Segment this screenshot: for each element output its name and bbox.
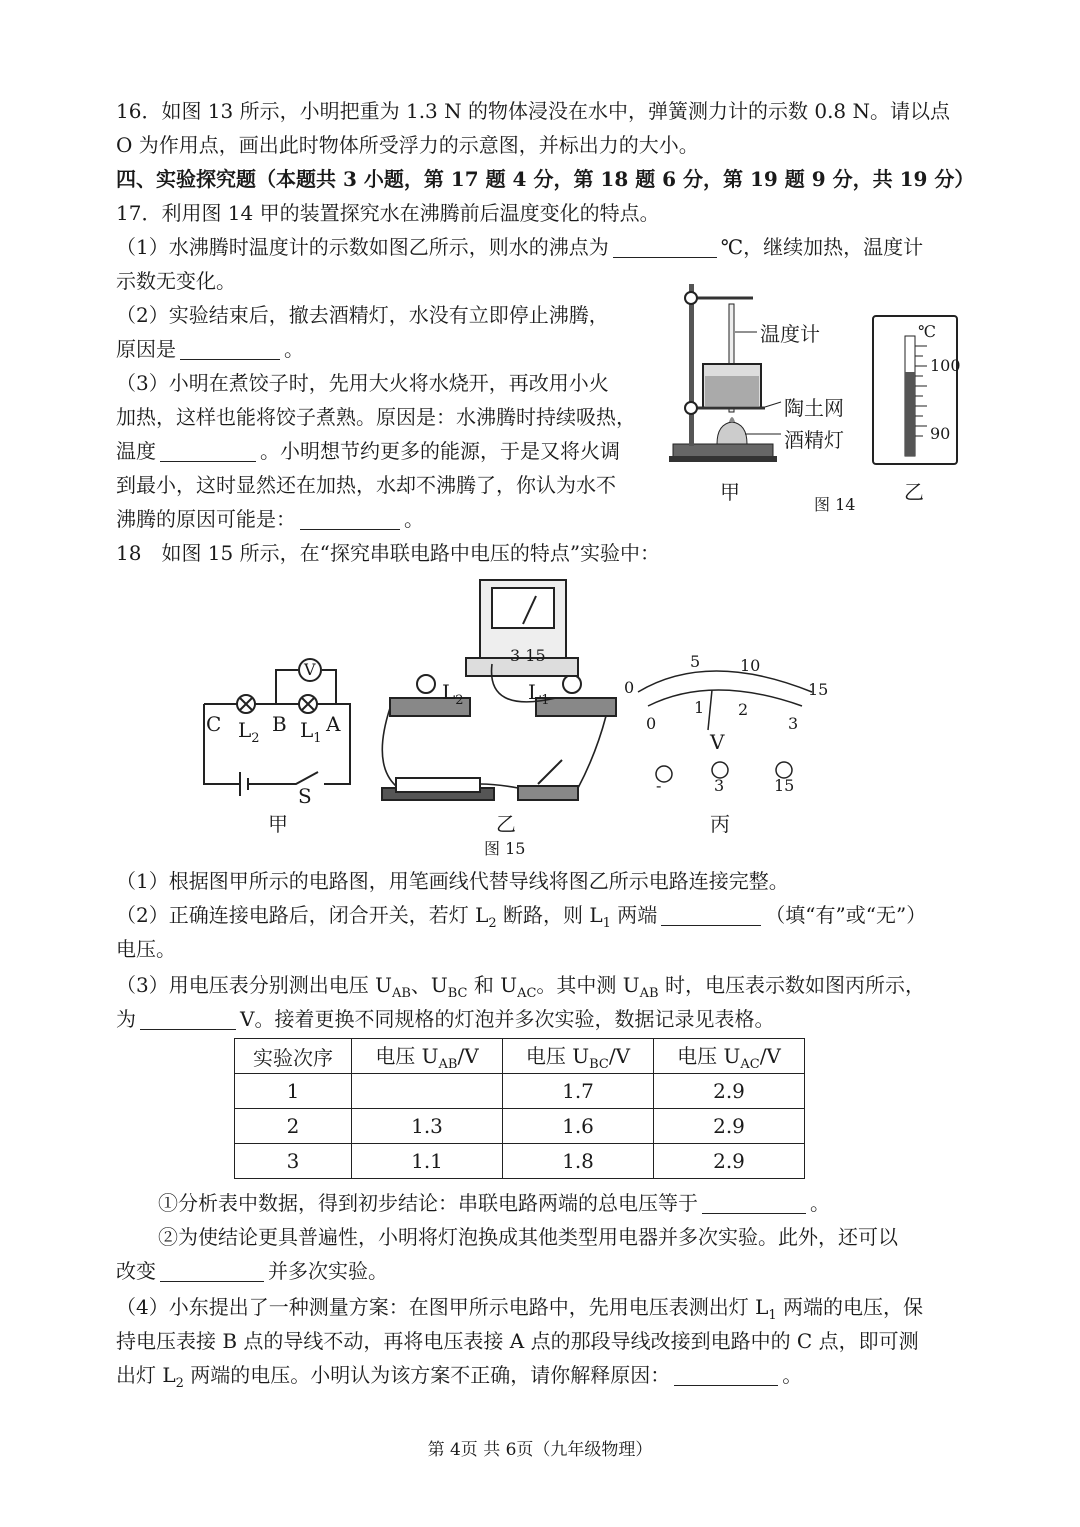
q17-p3-line1: （3）小明在煮饺子时，先用大火将水烧开，再改用小火: [116, 371, 609, 395]
q18-conclusion2-line2: 改变 并多次实验。: [116, 1259, 388, 1283]
scale-bottom-3: 3: [788, 714, 799, 733]
voltage-data-table: [234, 1038, 805, 1179]
terminal-15: 15: [774, 776, 795, 795]
answer-blank[interactable]: [674, 1363, 778, 1386]
q18-p3-line2: 为 V。接着更换不同规格的灯泡并多次实验，数据记录见表格。: [116, 1007, 775, 1031]
q17-intro: 17．利用图 14 甲的装置探究水在沸腾前后温度变化的特点。: [116, 201, 660, 225]
answer-blank[interactable]: [613, 235, 717, 258]
q17-p2-line2: 原因是 。: [116, 337, 304, 361]
scale-top-5: 5: [690, 652, 701, 671]
scale-top-10: 10: [740, 656, 761, 675]
table-cell: 1.1: [352, 1144, 503, 1179]
answer-blank[interactable]: [140, 1007, 236, 1030]
q18-conclusion1: ①分析表中数据，得到初步结论：串联电路两端的总电压等于 。: [158, 1191, 830, 1215]
answer-blank[interactable]: [661, 903, 761, 926]
table-header: 电压 $U_{BC}/V$: [503, 1039, 654, 1074]
q18-p4-line1: （4）小东提出了一种测量方案：在图甲所示电路中，先用电压表测出灯 $L_1$ 两端的电压，保: [116, 1295, 924, 1323]
table-cell: 2.9: [654, 1144, 805, 1179]
table-cell: 1: [235, 1074, 352, 1109]
table-cell: 1.6: [503, 1109, 654, 1144]
figure-15-circuit: [196, 574, 846, 814]
table-cell: 1.3: [352, 1109, 503, 1144]
fig15-label-jia: 甲: [268, 812, 288, 836]
tick-100: 100: [930, 356, 961, 375]
q17-p2-line1: （2）实验结束后，撤去酒精灯，水没有立即停止沸腾，: [116, 303, 609, 327]
table-row: [235, 1109, 805, 1144]
q17-p3-line2: 加热，这样也能将饺子煮熟。原因是：水沸腾时持续吸热，: [116, 405, 636, 429]
meter-v-label: V: [710, 730, 725, 754]
answer-blank[interactable]: [180, 337, 280, 360]
tick-90: 90: [930, 424, 951, 443]
q18-conclusion2-line1: ②为使结论更具普遍性，小明将灯泡换成其他类型用电器并多次实验。此外，还可以: [158, 1225, 898, 1249]
label-thermometer: 温度计: [760, 322, 820, 346]
label-gauze: 陶土网: [784, 396, 844, 420]
fig15-label-yi: 乙: [496, 812, 516, 836]
terminal-neg: -: [656, 776, 662, 795]
table-cell: 2.9: [654, 1074, 805, 1109]
q18-p2-line1: （2）正确连接电路后，闭合开关，若灯 $L_2$ 断路，则 $L_1$ 两端 （填“有”或“无”）: [116, 903, 927, 931]
q18-p1: （1）根据图甲所示的电路图，用笔画线代替导线将图乙所示电路连接完整。: [116, 869, 789, 893]
q18-p2-line2: 电压。: [116, 937, 176, 961]
node-c: C: [206, 712, 222, 736]
table-cell: 1.8: [503, 1144, 654, 1179]
fig15-caption: 图 15: [484, 839, 526, 858]
table-header: 实验次序: [235, 1039, 352, 1074]
thermometer-unit: ℃: [918, 322, 936, 341]
table-header-row: [235, 1039, 805, 1074]
scale-bottom-1: 1: [694, 698, 705, 717]
q18-p3-line1: （3）用电压表分别测出电压 $U_{AB}$、$U_{BC}$ 和 $U_{AC}$。其中测 $U_{AB}$ 时，电压表示数如图丙所示，: [116, 973, 925, 1001]
q16-line1: 16．如图 13 所示，小明把重为 1.3 N 的物体浸没在水中，弹簧测力计的示数 0.8 N。请以点: [116, 99, 951, 123]
scale-top-15: 15: [808, 680, 829, 699]
q17-p1-line2: 示数无变化。: [116, 269, 236, 293]
fig14-label-yi: 乙: [904, 480, 924, 504]
answer-blank[interactable]: [702, 1191, 806, 1214]
answer-blank[interactable]: [300, 507, 400, 530]
q16-line2: O 为作用点，画出此时物体所受浮力的示意图，并标出力的大小。: [116, 133, 699, 157]
node-b: B: [272, 712, 287, 736]
terminal-3: 3: [714, 776, 725, 795]
q18-intro: 18 如图 15 所示，在“探究串联电路中电压的特点”实验中：: [116, 541, 661, 565]
q17-p3-line3: 温度 。小明想节约更多的能源，于是又将火调: [116, 439, 620, 463]
q18-p4-line3: 出灯 $L_2$ 两端的电压。小明认为该方案不正确，请你解释原因： 。: [116, 1363, 803, 1391]
meter-terminals: 3 15: [510, 646, 546, 665]
q17-p3-line5: 沸腾的原因可能是： 。: [116, 507, 424, 531]
fig15-label-bing: 丙: [710, 812, 730, 836]
table-header: 电压 $U_{AC}/V$: [654, 1039, 805, 1074]
scale-top-0: 0: [624, 678, 635, 697]
table-cell: 2: [235, 1109, 352, 1144]
answer-blank[interactable]: [160, 1259, 264, 1282]
label-alcohol-lamp: 酒精灯: [784, 428, 844, 452]
lamp-l1-label: $L_1$: [300, 718, 322, 746]
node-a: A: [326, 712, 341, 736]
photo-lamp-l1-label: $L_1$: [528, 680, 550, 708]
fig14-caption: 图 14: [814, 495, 856, 514]
lamp-l2-label: $L_2$: [238, 718, 260, 746]
table-cell: 1.7: [503, 1074, 654, 1109]
q18-p4-line2: 持电压表接 B 点的导线不动，再将电压表接 A 点的那段导线改接到电路中的 C 点，即可测: [116, 1329, 919, 1353]
table-header: 电压 $U_{AB}/V$: [352, 1039, 503, 1074]
scale-bottom-2: 2: [738, 700, 749, 719]
table-cell: 3: [235, 1144, 352, 1179]
q17-p3-line4: 到最小，这时显然还在加热，水却不沸腾了，你认为水不: [116, 473, 616, 497]
table-row: [235, 1074, 805, 1109]
switch-label: S: [298, 784, 312, 808]
q17-p1-line1: （1）水沸腾时温度计的示数如图乙所示，则水的沸点为 ℃，继续加热，温度计: [116, 235, 924, 259]
photo-lamp-l2-label: $L_2$: [442, 680, 464, 708]
scale-bottom-0: 0: [646, 714, 657, 733]
section4-title: 四、实验探究题（本题共 3 小题，第 17 题 4 分，第 18 题 6 分，第 19 题 9 分，共 19 分）: [116, 167, 975, 191]
table-cell: 2.9: [654, 1109, 805, 1144]
voltmeter-symbol: V: [304, 660, 316, 679]
table-row: [235, 1144, 805, 1179]
table-cell: [352, 1074, 503, 1109]
answer-blank[interactable]: [160, 439, 256, 462]
page-footer: 第 4页 共 6页（九年级物理）: [427, 1440, 653, 1460]
fig14-label-jia: 甲: [720, 480, 740, 504]
